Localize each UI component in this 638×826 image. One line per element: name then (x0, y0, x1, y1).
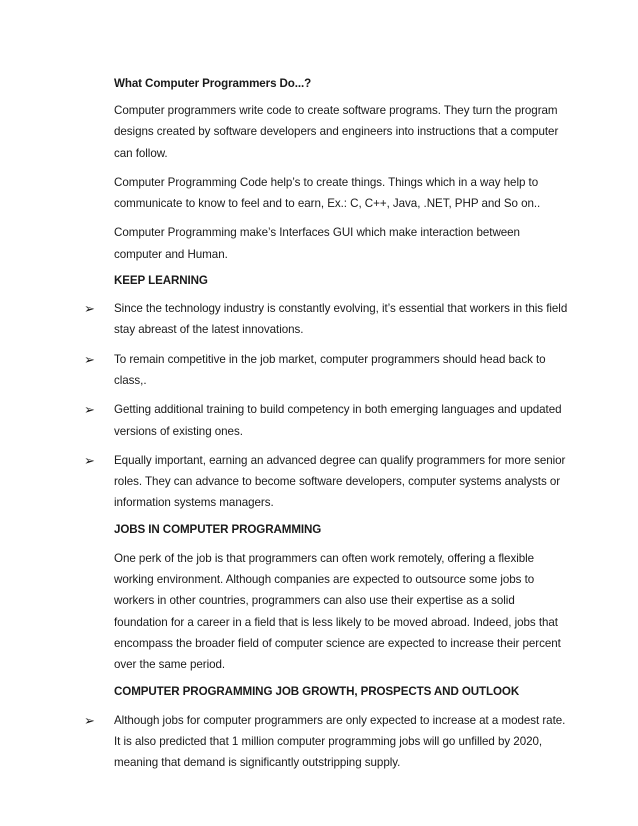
section-heading-job-growth: COMPUTER PROGRAMMING JOB GROWTH, PROSPECTS AND OUTLOOK (114, 684, 520, 698)
paragraph: Computer Programming make’s Interfaces GUI which make interaction between computer and Human. (114, 226, 520, 261)
list-item (84, 349, 568, 392)
list-item-text: Although jobs for computer programmers are only expected to increase at a modest rate. It is also predicted that 1 million computer programming jobs will go unfilled by 2020, meaning that demand is significantly outstripping supply. (114, 713, 566, 770)
section-heading-jobs: JOBS IN COMPUTER PROGRAMMING (114, 522, 322, 536)
list-item-text: To remain competitive in the job market, computer programmers should head back to class,. (114, 352, 546, 387)
paragraph: One perk of the job is that programmers can often work remotely, offering a flexible working environment. Although companies are expected to outsource some jobs to workers in other countries, programmers can also use their expertise as a solid foundation for a career in a field that is less likely to be moved abroad. Indeed, jobs that encompass the broader field of computer science are expected to increase their percent over the same period. (114, 551, 561, 672)
bullet-list-keep-learning (84, 298, 568, 514)
arrow-bullet-icon: ➢ (84, 402, 95, 418)
paragraph: Computer programmers write code to create software programs. They turn the program designs created by software developers and engineers into instructions that a computer can follow. (114, 104, 559, 160)
section-heading-what-programmers-do: What Computer Programmers Do...? (114, 77, 312, 90)
list-item (84, 298, 568, 341)
section-heading-keep-learning: KEEP LEARNING (114, 274, 208, 288)
list-item (84, 450, 568, 514)
list-item-text: Since the technology industry is constantly evolving, it’s essential that workers in this field stay abreast of the latest innovations. (114, 302, 568, 337)
paragraph: Computer Programming Code help’s to create things. Things which in a way help to communicate to know to feel and to earn, Ex.: C, C++, Java, .NET, PHP and So on.. (114, 175, 541, 211)
arrow-bullet-icon: ➢ (84, 712, 95, 728)
arrow-bullet-icon: ➢ (84, 301, 95, 317)
list-item (84, 399, 568, 442)
list-item (84, 710, 568, 774)
list-item-text: Equally important, earning an advanced degree can qualify programmers for more senior roles. They can advance to become software developers, computer systems analysts or information systems managers. (114, 453, 566, 510)
arrow-bullet-icon: ➢ (84, 351, 95, 367)
bullet-list-job-growth (84, 710, 568, 774)
arrow-bullet-icon: ➢ (84, 452, 95, 468)
list-item-text: Getting additional training to build competency in both emerging languages and updated versions of existing ones. (114, 403, 562, 438)
